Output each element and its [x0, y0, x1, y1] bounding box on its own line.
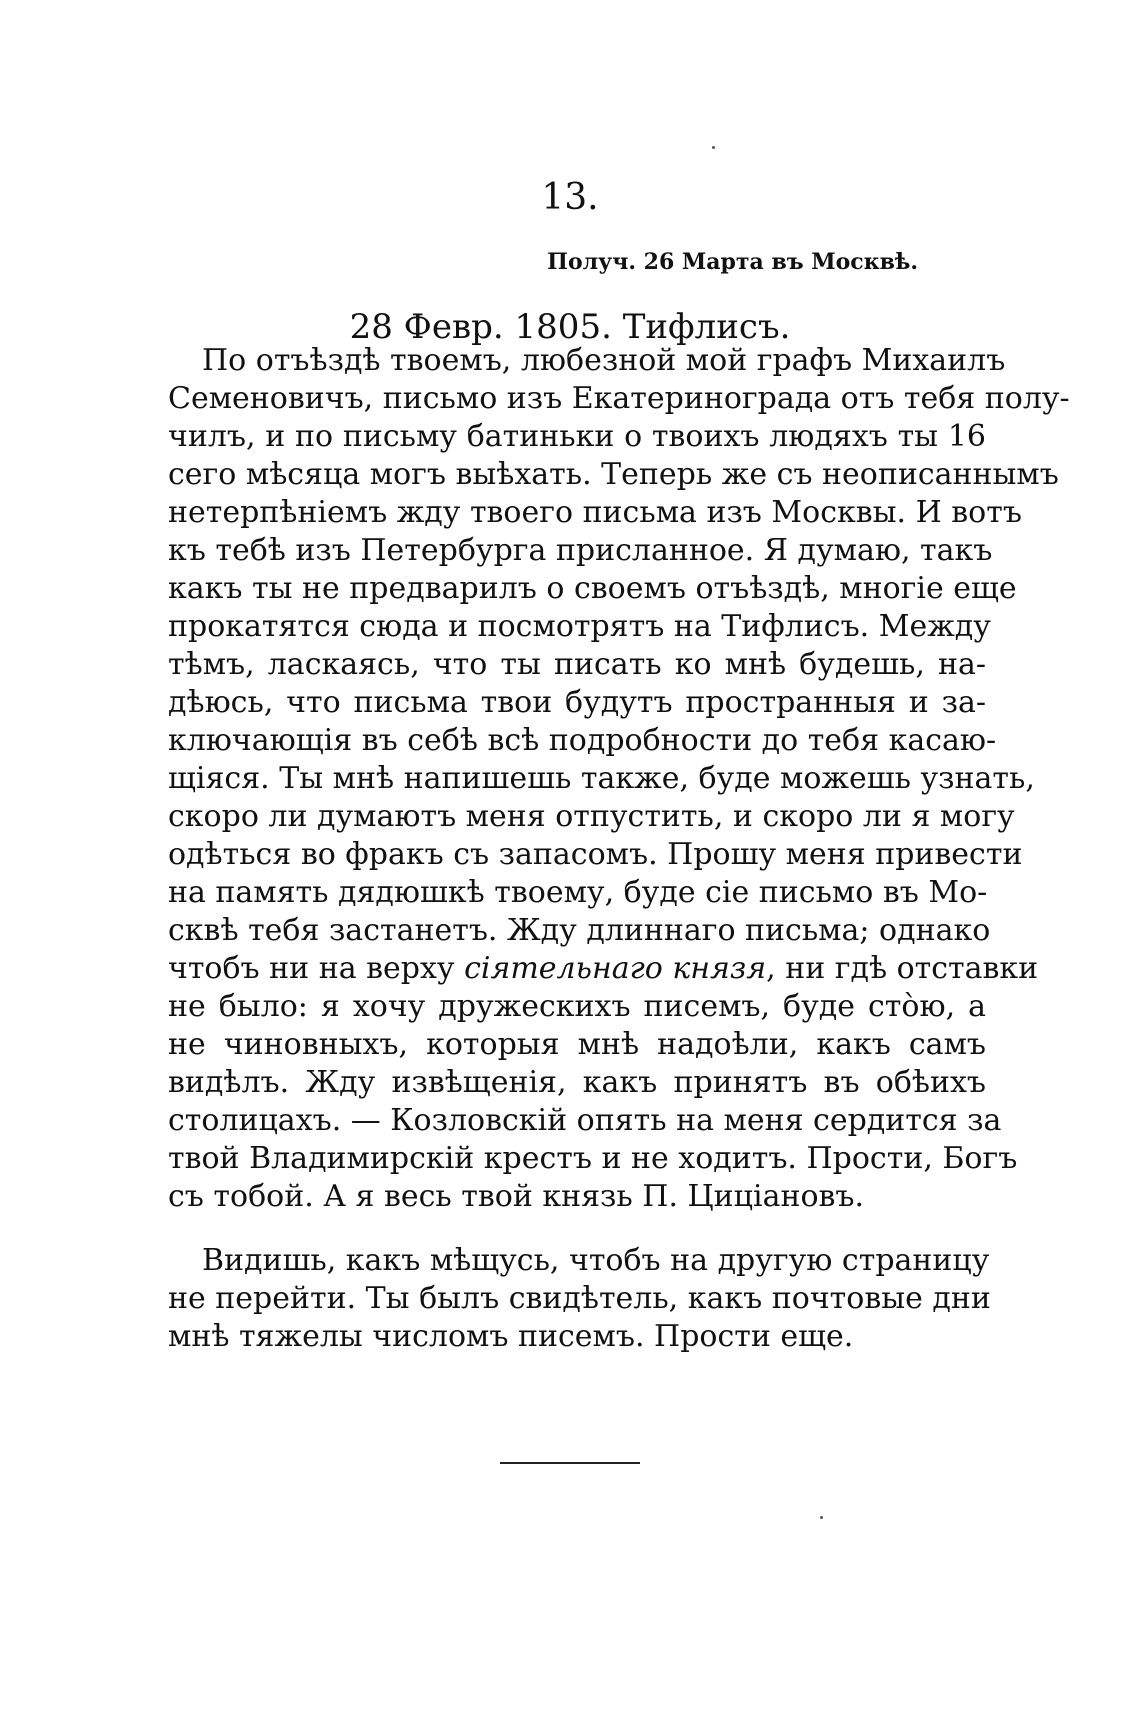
text-line: одѣться во фракъ съ запасомъ. Прошу меня привести [168, 837, 1023, 872]
text-line: Семеновичъ, письмо изъ Екатеринограда отъ тебя полу- [168, 381, 1070, 416]
text-line: По отъѣздѣ твоемъ, любезной мой графъ Михаилъ [202, 343, 1006, 378]
text-line: твой Владимирскій крестъ и не ходитъ. Прости, Богъ [168, 1141, 1018, 1176]
section-end-rule [500, 1462, 640, 1464]
text-line: видѣлъ. Жду извѣщенія, какъ принятъ въ обѣихъ [168, 1065, 986, 1100]
letter-dateline: 28 Февр. 1805. Тифлисъ. [349, 307, 791, 347]
text-line: скоро ли думаютъ меня отпустить, и скоро ли я могу [168, 799, 1015, 834]
scan-speck [712, 146, 715, 149]
text-segment: , ни гдѣ отставки [766, 951, 1039, 986]
text-line: столицахъ. — Козловскій опять на меня сердится за [168, 1103, 1002, 1138]
text-line: чилъ, и по письму батиньки о твоихъ людяхъ ты 16 [168, 419, 986, 454]
text-line: съ тобой. А я весь твой князь П. Циціановъ. [168, 1179, 865, 1214]
text-line: Видишь, какъ мѣщусь, чтобъ на другую страницу [202, 1243, 990, 1278]
text-line: не перейти. Ты былъ свидѣтель, какъ почтовые дни [168, 1281, 991, 1316]
text-line: не чиновныхъ, которыя мнѣ надоѣли, какъ самъ [168, 1027, 986, 1062]
text-line-with-italic [168, 948, 1039, 990]
text-line: сего мѣсяца могъ выѣхать. Теперь же съ неописаннымъ [168, 457, 1059, 492]
text-line: прокатятся сюда и посмотрятъ на Тифлисъ. Между [168, 609, 991, 644]
text-line: не было: я хочу дружескихъ писемъ, буде стòю, а [168, 989, 986, 1024]
text-segment: чтобъ ни на верху [168, 951, 465, 986]
received-note: Получ. 26 Марта въ Москвѣ. [547, 249, 918, 275]
text-line: ключающія въ себѣ всѣ подробности до тебя касаю- [168, 723, 997, 758]
text-line: къ тебѣ изъ Петербурга присланное. Я думаю, такъ [168, 533, 993, 568]
italic-phrase: сіятельнаго князя [464, 951, 767, 986]
text-line: щіяся. Ты мнѣ напишешь также, буде можешь узнать, [168, 761, 1035, 796]
text-line: какъ ты не предварилъ о своемъ отъѣздѣ, многіе еще [168, 571, 1017, 606]
text-line: мнѣ тяжелы числомъ писемъ. Прости еще. [168, 1319, 854, 1354]
text-line: сквѣ тебя застанетъ. Жду длиннаго письма; однако [168, 913, 991, 948]
scan-speck [820, 1516, 823, 1519]
text-line: нетерпѣніемъ жду твоего письма изъ Москвы. И вотъ [168, 495, 1022, 530]
text-line: на память дядюшкѣ твоему, буде сіе письмо въ Мо- [168, 875, 988, 910]
text-line: тѣмъ, ласкаясь, что ты писать ко мнѣ будешь, на- [168, 647, 986, 682]
text-line: дѣюсь, что письма твои будутъ пространныя и за- [168, 685, 986, 720]
letter-number: 13. [541, 177, 599, 218]
